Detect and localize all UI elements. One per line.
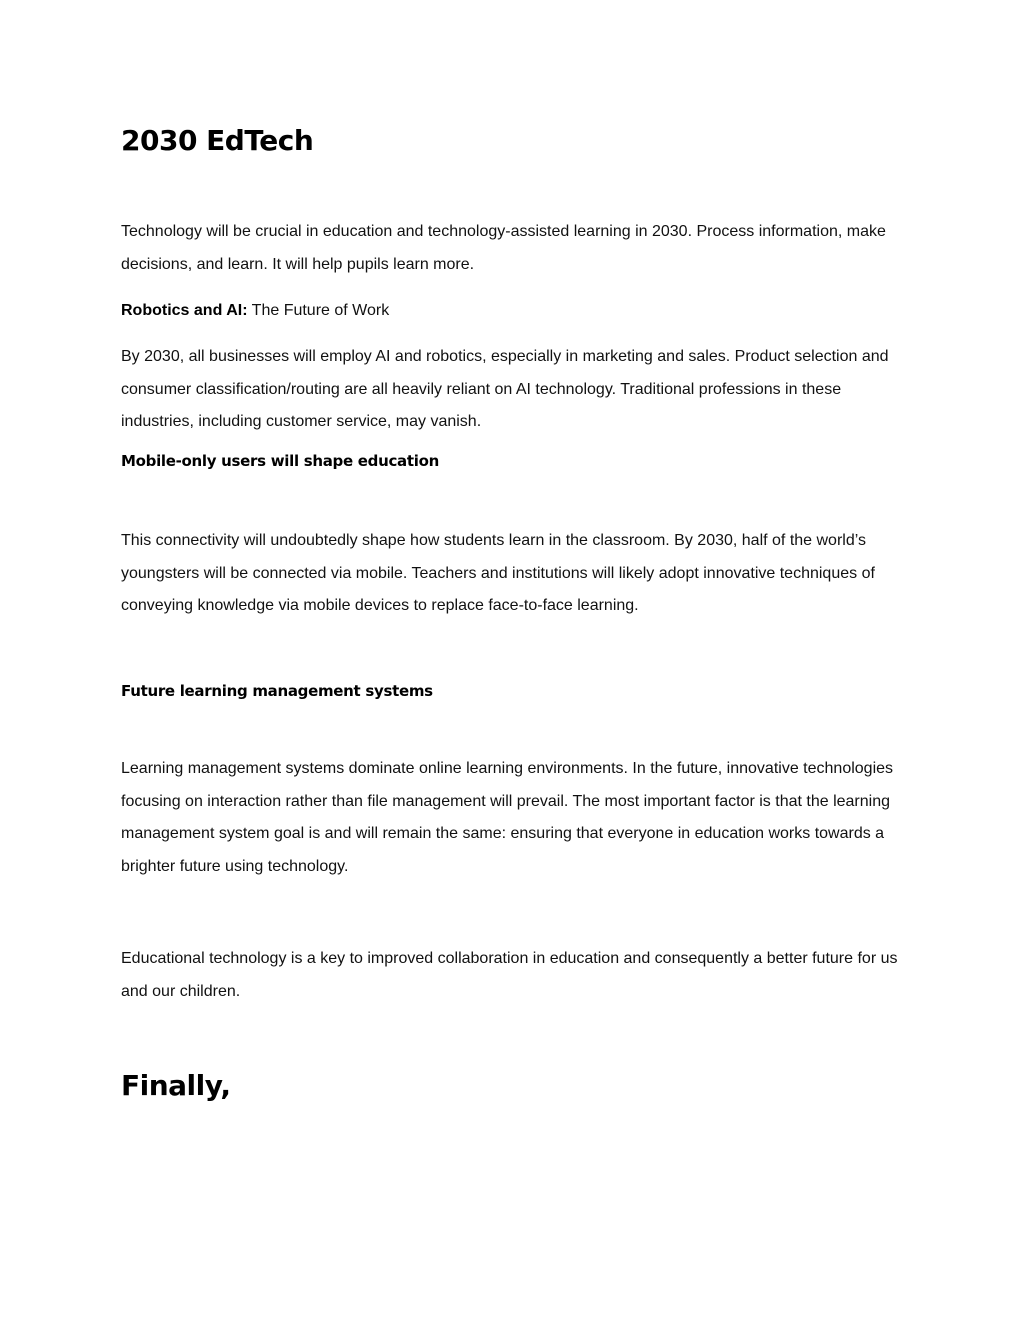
lms-paragraph: Learning management systems dominate online learning environments. In the future, innovative technologies focusing on interaction rather than file management will prevail. The most important factor is that the learning management system goal is and will remain the same: ensuring that everyone in education works towards a brighter future using technology. [121,760,894,875]
page-title: 2030 EdTech [121,124,314,157]
closing-paragraph: Educational technology is a key to improved collaboration in education and consequently a better future for us and our children. [121,950,898,1000]
finally-heading: Finally, [121,1069,231,1102]
mobile-paragraph: This connectivity will undoubtedly shape how students learn in the classroom. By 2030, half of the world’s youngsters will be connected via mobile. Teachers and institutions will likely adopt innovative techniques of conveying knowledge via mobile devices to replace face-to-face learning. [121,532,875,615]
robotics-subheading-text: The Future of Work [247,302,390,319]
intro-paragraph: Technology will be crucial in education and technology-assisted learning in 2030. Process information, make decisions, and learn. It will help pupils learn more. [121,223,886,273]
lms-heading: Future learning management systems [121,682,433,700]
robotics-paragraph: By 2030, all businesses will employ AI and robotics, especially in marketing and sales. Product selection and consumer classification/routing are all heavily reliant on AI technology. Traditional professions in these industries, including customer service, may vanish. [121,348,889,431]
robotics-subheading [121,295,911,328]
robotics-label: Robotics and AI: [121,302,248,319]
mobile-heading: Mobile-only users will shape education [121,452,439,470]
